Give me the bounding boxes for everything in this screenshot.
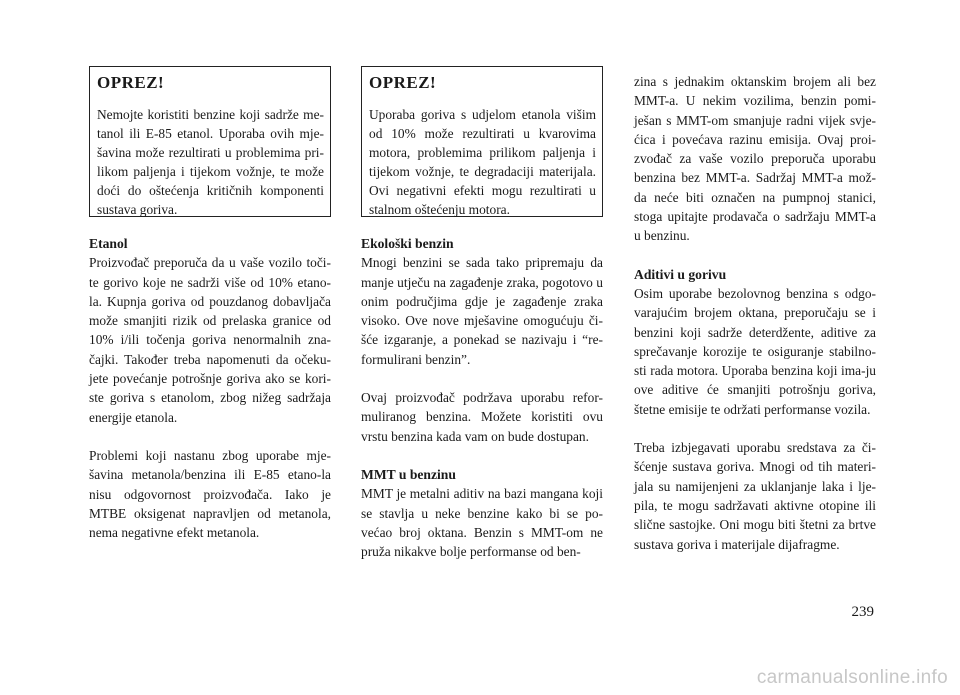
paragraph: Proizvođač preporuča da u vaše vozilo toči-te gorivo koje ne sadrži više od 10% etano-la. Kupnja goriva od pouzdanog dobavljača može smanjiti rizik od prelaska granice od 10% i/ili točenja goriva nenormalnih zna-čajki. Također treba napomenuti da očeku-jete povećanje potrošnje goriva ako se kori-ste goriva s etanolom, zbog nižeg sadržaja energije etanola. xyxy=(89,255,331,425)
caution-text: Uporaba goriva s udjelom etanola višim od 10% može rezultirati u kvarovima motora, problemima prilikom paljenja i tijekom vožnje, te degradaciji materijala. Ovi negativni efekti mogu rezultirati u stalnom oštećenju motora. xyxy=(369,107,596,218)
section-ekoloski-benzin xyxy=(361,234,603,446)
paragraph: Treba izbjegavati uporabu sredstava za či-šćenje sustava goriva. Mnogi od tih materi-jala su namijenjeni za uklanjanje laka i lje-pila, te mogu sadržavati aktivne otopine ili slične sastojke. Oni mogu biti štetni za brtve sustava goriva i materijale dijafragme. xyxy=(634,440,876,552)
section-aditivi xyxy=(634,265,876,554)
caution-box-methanol xyxy=(89,66,331,217)
paragraph: Mnogi benzini se sada tako pripremaju da manje utječu na zagađenje zraka, pogotovo u onim područjima gdje je zagađenje zraka visoko. Ove nove mješavine omogućuju či-šće izgaranje, a ponekad se nazivaju i “re-formulirani benzin”. xyxy=(361,255,603,367)
section-heading-aditivi: Aditivi u gorivu xyxy=(634,266,727,282)
column-left xyxy=(89,66,331,542)
section-heading-ekoloski-benzin: Ekološki benzin xyxy=(361,236,454,251)
caution-title: OPREZ! xyxy=(369,73,437,92)
column-middle xyxy=(361,66,603,561)
column-right xyxy=(634,72,876,554)
page-number: 239 xyxy=(851,604,874,620)
section-mmt xyxy=(361,465,603,561)
section-etanol xyxy=(89,234,331,542)
caution-text: Nemojte koristiti benzine koji sadrže me-tanol ili E-85 etanol. Uporaba ovih mje-šavina može rezultirati u problemima pri-likom paljenja i tijekom vožnje, te može doći do oštećenja kritičnih komponenti sustava goriva. xyxy=(97,107,324,218)
section-heading-etanol: Etanol xyxy=(89,236,128,251)
watermark: carmanualsonline.info xyxy=(756,667,948,688)
paragraph: Problemi koji nastanu zbog uporabe mje-šavina metanola/benzina ili E-85 etano-la nisu odgovornost proizvođača. Iako je MTBE oksigenat napravljen od metanola, nema negativne efekt metanola. xyxy=(89,447,331,541)
caution-box-ethanol xyxy=(361,66,603,217)
paragraph: Ovaj proizvođač podržava uporabu refor-muliranog benzina. Možete koristiti ovu vrstu benzina kada vam on bude dostupan. xyxy=(361,390,603,444)
paragraph-mmt-continued: zina s jednakim oktanskim brojem ali bez MMT-a. U nekim vozilima, benzin pomi-ješan s MMT-om smanjuje radni vijek svje-ćica i povećava razinu emisija. Ovaj proi-zvođač za vaše vozilo preporuča uporabu benzina bez MMT-a. Sadržaj MMT-a mož-da neće biti označen na pumpnoj stanici, stoga upitajte prodavača o sadržaju MMT-a u benzinu. xyxy=(634,74,876,244)
paragraph: Osim uporabe bezolovnog benzina s odgo-varajućim brojem oktana, preporučaju se i benzini koji sadrže deterdžente, aditive za sprečavanje korozije te osiguranje stabilno-sti rada motora. Uporaba benzina koji ima-ju ove aditive će smanjiti potrošnju goriva, štetne emisije te održati performanse vozila. xyxy=(634,285,876,417)
section-heading-mmt: MMT u benzinu xyxy=(361,466,456,482)
caution-title: OPREZ! xyxy=(97,73,165,92)
paragraph: MMT je metalni aditiv na bazi mangana koji se stavlja u neke benzine kako bi se po-većao broj oktana. Benzin s MMT-om ne pruža nikakve bolje performanse od ben- xyxy=(361,486,603,560)
